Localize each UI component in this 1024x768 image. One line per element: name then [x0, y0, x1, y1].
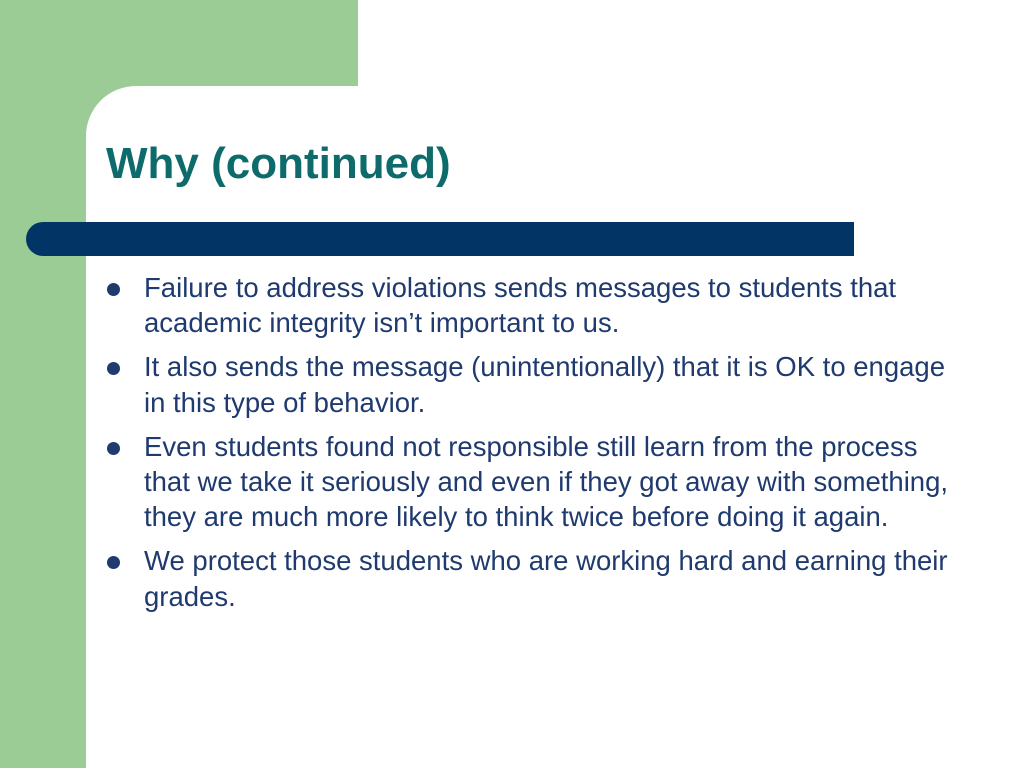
bullet-dot-icon	[106, 270, 144, 304]
bullet-list	[106, 270, 956, 623]
bullet-dot-icon	[106, 349, 144, 383]
rounded-corner-accent	[86, 86, 136, 136]
bullet-text: Even students found not responsible still learn from the process that we take it seriously and even if they got away with something, they are much more likely to think twice before doing it again.	[144, 430, 949, 533]
bullet-item	[106, 270, 956, 340]
title-underline-bar	[26, 222, 854, 256]
bullet-text: We protect those students who are working hard and earning their grades.	[144, 545, 948, 612]
bullet-item	[106, 429, 956, 535]
bullet-text: Failure to address violations sends messages to students that academic integrity isn’t important to us.	[144, 272, 897, 339]
bullet-item	[106, 543, 956, 613]
rounded-corner-cutout	[86, 86, 136, 136]
green-top-band	[0, 0, 358, 86]
bullet-text: It also sends the message (unintentionally) that it is OK to engage in this type of behavior.	[144, 351, 946, 418]
slide-title: Why (continued)	[106, 139, 451, 188]
bullet-dot-icon	[106, 429, 144, 463]
bullet-dot-icon	[106, 543, 144, 577]
green-side-band	[0, 0, 86, 768]
bullet-item	[106, 349, 956, 419]
